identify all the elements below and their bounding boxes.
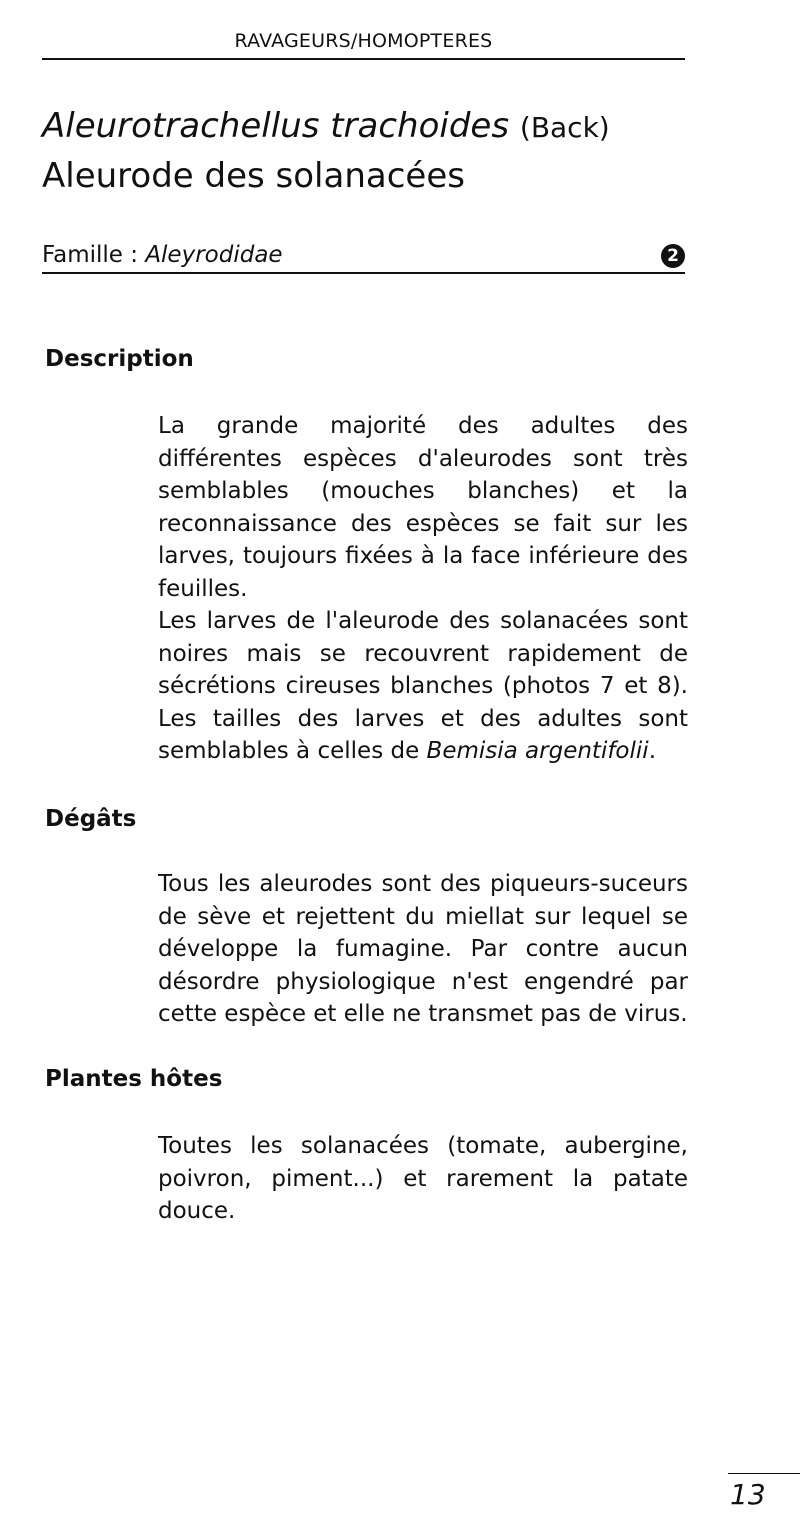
- plantes-hotes-paragraph: Toutes les solanacées (tomate, aubergine, poivron, piment...) et rarement la patate douce.: [158, 1133, 688, 1224]
- circled-number-badge: 2: [661, 244, 685, 268]
- scientific-name: Aleurotrachellus trachoides: [42, 106, 510, 146]
- description-paragraph-2: [158, 605, 688, 768]
- title-line-scientific: [42, 102, 742, 152]
- description-paragraph-2-text: Les larves de l'aleurode des solanacées sont noires mais se recouvrent rapidement de sécrétions cireuses blanches (photos 7 et 8). Les tailles des larves et des adultes sont semblables à celles de: [158, 608, 688, 764]
- family-line: [42, 242, 685, 274]
- page-title: [42, 102, 742, 200]
- family-name: Aleyrodidae: [145, 242, 283, 268]
- section-title-plantes-hotes: Plantes hôtes: [45, 1066, 223, 1092]
- author-citation: (Back): [519, 111, 610, 144]
- family-label: Famille :: [42, 242, 146, 268]
- page-number-rule: [728, 1473, 800, 1474]
- common-name: Aleurode des solanacées: [42, 156, 465, 196]
- running-header: RAVAGEURS/HOMOPTERES: [42, 30, 685, 60]
- description-paragraph-2-end: .: [648, 738, 656, 764]
- section-title-description: Description: [45, 346, 194, 372]
- section-title-degats: Dégâts: [45, 806, 137, 832]
- description-paragraph-1: La grande majorité des adultes des différentes espèces d'aleurodes sont très semblables (mouches blanches) et la reconnaissance des espèces se fait sur les larves, toujours fixées à la face inférieure des feuilles.: [158, 413, 688, 602]
- species-reference: Bemisia argentifolii: [426, 738, 649, 764]
- degats-paragraph: Tous les aleurodes sont des piqueurs-suceurs de sève et rejettent du miellat sur lequel se développe la fumagine. Par contre aucun désordre physiologique n'est engendré par cette espèce et elle ne transmet pas de virus.: [158, 871, 688, 1027]
- page-number: 13: [730, 1478, 766, 1511]
